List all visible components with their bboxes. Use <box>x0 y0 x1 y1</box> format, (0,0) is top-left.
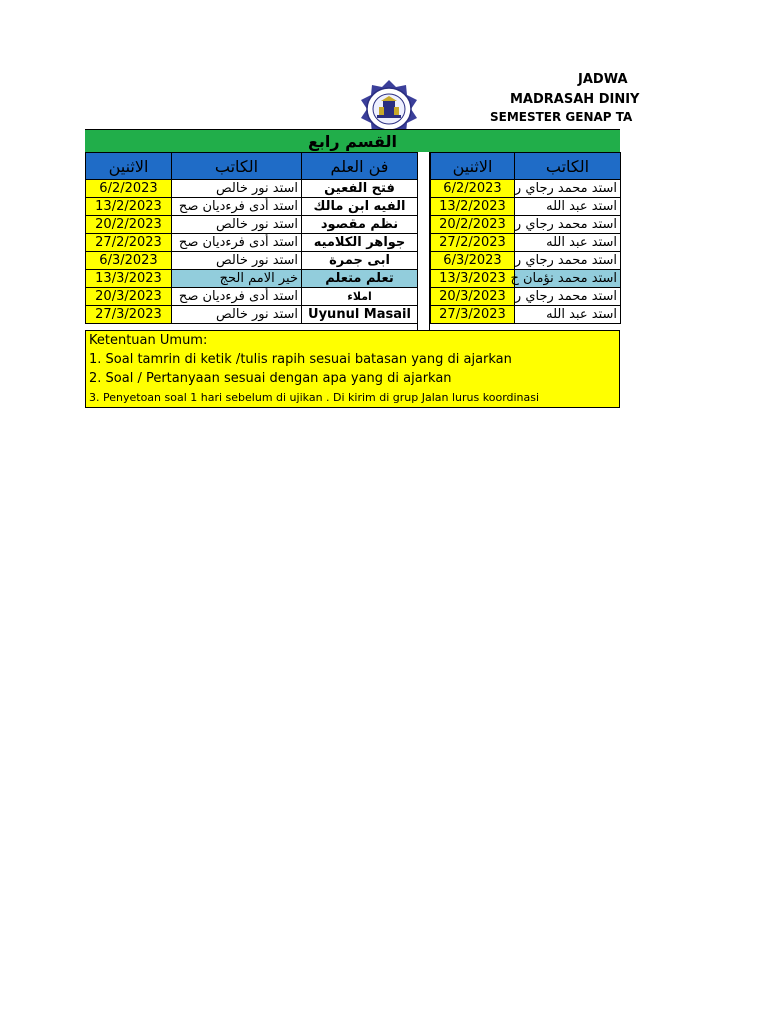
table-row <box>86 288 418 306</box>
date-cell: 6/3/2023 <box>431 252 515 270</box>
header-title-line2: MADRASAH DINIY <box>510 92 640 107</box>
teacher-cell: استد محمد رجاي ر <box>515 180 621 198</box>
header-title-line3: SEMESTER GENAP TA <box>490 110 633 124</box>
teacher-cell: استد محمد نؤمان خ <box>515 270 621 288</box>
table-row-highlighted <box>86 270 418 288</box>
teacher-cell: استد محمد رجاي ر <box>515 216 621 234</box>
date-cell: 13/2/2023 <box>86 198 172 216</box>
teacher-cell: استد نور خالص <box>172 252 302 270</box>
header-teacher: الكاتب <box>515 153 621 180</box>
teacher-cell: استد نور خالص <box>172 306 302 324</box>
right-schedule-table <box>430 152 621 324</box>
table-row <box>86 216 418 234</box>
teacher-cell: استد عبد الله <box>515 306 621 324</box>
date-cell: 13/2/2023 <box>431 198 515 216</box>
subject-cell: الفيه ابن مالك <box>302 198 418 216</box>
date-cell: 20/3/2023 <box>431 288 515 306</box>
table-row <box>86 306 418 324</box>
subject-cell: تعلم متعلم <box>302 270 418 288</box>
table-row <box>86 180 418 198</box>
table-row <box>86 252 418 270</box>
date-cell: 27/2/2023 <box>86 234 172 252</box>
header-teacher: الكاتب <box>172 153 302 180</box>
teacher-cell: استد أدى فرءديان صح <box>172 288 302 306</box>
date-cell: 20/3/2023 <box>86 288 172 306</box>
date-cell: 27/3/2023 <box>86 306 172 324</box>
teacher-cell: استد عبد الله <box>515 234 621 252</box>
right-table-header-row <box>431 153 621 180</box>
teacher-cell: استد عبد الله <box>515 198 621 216</box>
note-item: 1. Soal tamrin di ketik /tulis rapih sesuai batasan yang di ajarkan <box>89 352 512 367</box>
subject-cell: Uyunul Masail <box>302 306 418 324</box>
general-provisions-notes <box>85 330 620 408</box>
subject-cell: نظم مقصود <box>302 216 418 234</box>
left-table-header-row <box>86 153 418 180</box>
table-row <box>431 180 621 198</box>
table-row <box>431 288 621 306</box>
teacher-cell: استد نور خالص <box>172 180 302 198</box>
teacher-cell: خير الامم الحج <box>172 270 302 288</box>
subject-cell: فتح الفعين <box>302 180 418 198</box>
column-separator <box>417 152 430 330</box>
date-cell: 6/3/2023 <box>86 252 172 270</box>
teacher-cell: استد نور خالص <box>172 216 302 234</box>
date-cell: 27/2/2023 <box>431 234 515 252</box>
date-cell: 13/3/2023 <box>431 270 515 288</box>
table-row <box>431 216 621 234</box>
table-row <box>431 198 621 216</box>
table-row <box>431 234 621 252</box>
table-row <box>86 234 418 252</box>
section-title: القسم رابع <box>85 129 620 152</box>
note-item: 3. Penyetoan soal 1 hari sebelum di ujikan . Di kirim di grup Jalan lurus koordinasi <box>89 391 540 404</box>
notes-title: Ketentuan Umum: <box>89 333 208 348</box>
table-row <box>86 198 418 216</box>
teacher-cell: استد محمد رجاي ر <box>515 252 621 270</box>
date-cell: 20/2/2023 <box>86 216 172 234</box>
left-schedule-table <box>85 152 418 324</box>
date-cell: 13/3/2023 <box>86 270 172 288</box>
date-cell: 6/2/2023 <box>86 180 172 198</box>
teacher-cell: استد أدى فرءديان صح <box>172 198 302 216</box>
note-item: 2. Soal / Pertanyaan sesuai dengan apa yang di ajarkan <box>89 371 452 386</box>
subject-cell: جواهر الكلاميه <box>302 234 418 252</box>
header-date: الاثنين <box>86 153 172 180</box>
subject-cell: املاء <box>302 288 418 306</box>
teacher-cell: استد محمد رجاي ر <box>515 288 621 306</box>
header-subject: فن العلم <box>302 153 418 180</box>
table-row-highlighted <box>431 270 621 288</box>
date-cell: 27/3/2023 <box>431 306 515 324</box>
teacher-cell: استد أدى فرءديان صح <box>172 234 302 252</box>
date-cell: 20/2/2023 <box>431 216 515 234</box>
date-cell: 6/2/2023 <box>431 180 515 198</box>
subject-cell: ابى جمرة <box>302 252 418 270</box>
table-row <box>431 252 621 270</box>
table-row <box>431 306 621 324</box>
header-title-line1: JADWA <box>578 72 628 87</box>
header-date: الاثنين <box>431 153 515 180</box>
